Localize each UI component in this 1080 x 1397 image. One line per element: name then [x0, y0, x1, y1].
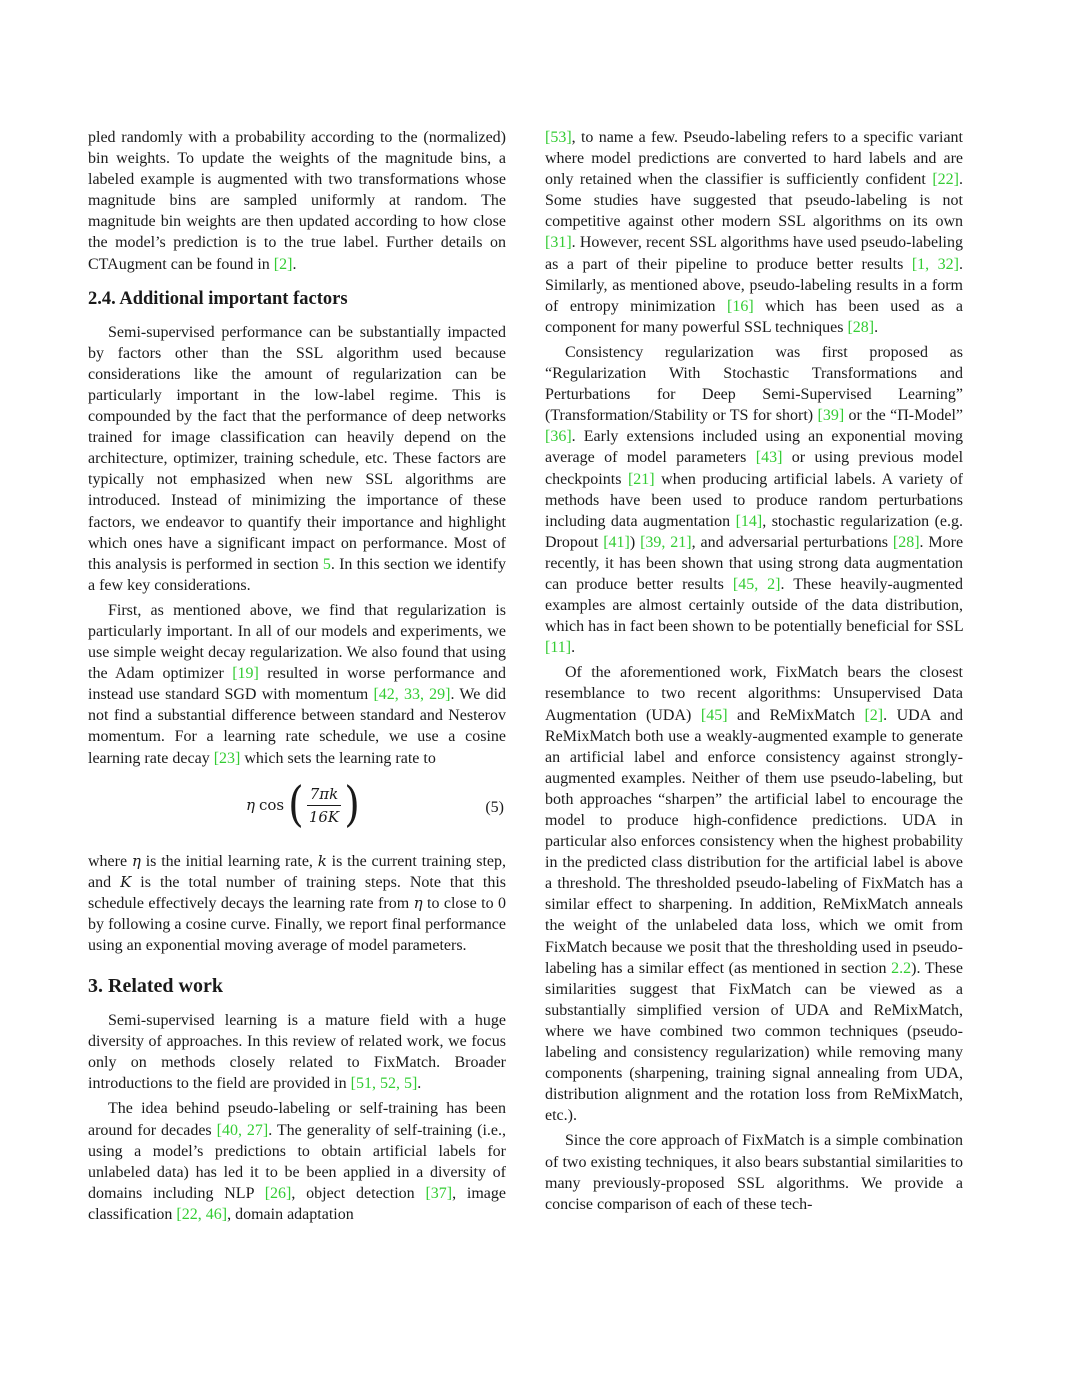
citation-link[interactable]: [31] — [545, 234, 572, 252]
citation-link[interactable]: [42, 33, 29] — [373, 686, 451, 704]
paragraph-factors-2: First, as mentioned above, we find that regularization is particularly important. In all of our models and experiments, we use simple weight decay regularization. We also found that using the Adam optimizer [19] resulted in worse performance and instead use standard SGD with momentum [42, 33, 29]. We did not find a substantial difference between standard and Nesterov momentum. For a learning rate schedule, we use a cosine learning rate decay [23] which sets the learning rate to — [88, 601, 507, 767]
math-K: K — [120, 872, 132, 891]
section-link[interactable]: 5 — [322, 555, 331, 573]
math-fraction — [307, 785, 342, 826]
citation-link[interactable]: [28] — [847, 318, 875, 336]
citation-link[interactable]: [1, 32] — [911, 255, 959, 273]
equation-number: (5) — [485, 798, 504, 816]
citation-link[interactable]: [16] — [727, 297, 754, 315]
paragraph-core-approach: Since the core approach of FixMatch is a simple combination of two existing techniques, it also bears substantial similarities to many previously-proposed SSL algorithms. We provide a concise comparison of each of these tech- — [545, 1132, 963, 1213]
citation-link[interactable]: [45, 2] — [732, 575, 781, 593]
paren-right: ) — [344, 777, 360, 833]
paragraph-related-2: The idea behind pseudo-labeling or self-training has been around for decades [40, 27]. The generality of self-training (i.e., using a model’s predictions to obtain artificial labels for unlabeled data) has led it to be been applied in a diversity of domains including NLP [26], object detection [37], image classification [22, 46], domain adaptation — [88, 1100, 507, 1223]
citation-link[interactable]: [19] — [232, 665, 259, 683]
paragraph-related-1: Semi-supervised learning is a mature field with a huge diversity of approaches. In this review of related work, we focus only on methods closely related to FixMatch. Broader introductions to the field are provided in [51, 52, 5]. — [88, 1012, 506, 1093]
citation-link[interactable]: [2] — [864, 706, 884, 724]
citation-link[interactable]: [37] — [425, 1184, 453, 1202]
fraction-numerator: 7πk — [307, 785, 342, 806]
citation-link[interactable]: [53] — [545, 129, 572, 146]
citation-link[interactable]: [40, 27] — [216, 1121, 269, 1139]
citation-link[interactable]: [43] — [755, 449, 783, 467]
math-eta: η — [131, 851, 141, 870]
citation-link[interactable]: [14] — [735, 512, 763, 530]
citation-link[interactable]: [22, 46] — [176, 1205, 228, 1223]
citation-link[interactable]: [26] — [264, 1184, 292, 1202]
paren-left: ( — [288, 777, 304, 833]
citation-link[interactable]: [39] — [817, 407, 845, 425]
citation-link[interactable]: [22] — [932, 171, 959, 189]
right-column — [545, 127, 963, 1215]
citation-link[interactable]: [39, 21] — [640, 533, 692, 551]
math-k: k — [317, 851, 327, 870]
citation-link[interactable]: [45] — [700, 706, 728, 724]
citation-link[interactable]: [11] — [545, 639, 572, 657]
equation-body — [246, 777, 360, 833]
paragraph-pseudo-labeling: [53], to name a few. Pseudo-labeling refers to a specific variant where model predictions are converted to hard labels and are only retained when the classifier is sufficiently confident [22]. Some studies have suggested that pseudo-labeling is not competitive against other modern SSL algorithms on its own [31]. However, recent SSL algorithms have used pseudo-labeling as a part of their pipeline to produce better results [1, 32]. Similarly, as mentioned above, pseudo-labeling results in a form of entropy minimization [16] which has been used as a component for many powerful SSL techniques [28]. — [545, 129, 963, 336]
section-link[interactable]: 2.2 — [891, 959, 912, 977]
citation-link[interactable]: [28] — [892, 533, 920, 551]
citation-link[interactable]: [23] — [213, 749, 241, 767]
citation-link[interactable]: [36] — [545, 428, 572, 446]
section-heading-2-4: 2.4. Additional important factors — [88, 288, 348, 309]
math-eta: η — [413, 893, 423, 912]
citation-link[interactable]: [41] — [603, 533, 630, 551]
paragraph-factors-1: Semi-supervised performance can be substantially impacted by factors other than the SSL algorithm used because considerations like the amount of regularization can be particularly important in the low-label regime. This is compounded by the fact that the performance of deep networks trained for image classification can heavily depend on the architecture, optimizer, training schedule, etc. These factors are typically not emphasized when new SSL algorithms are introduced. Instead of minimizing the importance of these factors, we endeavor to quantify their importance and highlight which ones have a significant impact on performance. Most of this analysis is performed in section 5. In this section we identify a few key considerations. — [88, 323, 507, 594]
citation-link[interactable]: [51, 52, 5] — [350, 1075, 418, 1093]
citation-link[interactable]: [21] — [627, 470, 655, 488]
paragraph-ctaugment: pled randomly with a probability according to the (normalized) bin weights. To update the weights of the magnitude bins, a labeled example is augmented with two transformations whose magnitude bins are sampled uniformly at random. The magnitude bin weights are then updated according to how close the model’s prediction is to the true label. Further details on CTAugment can be found in [2]. — [88, 129, 506, 273]
paragraph-factors-3: where η is the initial learning rate, k is the current training step, and K is the total number of training steps. Note that this schedule effectively decays the learning rate from η to close to 0 by following a cosine curve. Finally, we report final performance using an exponential moving average of model parameters. — [88, 851, 507, 954]
left-column — [88, 127, 506, 1225]
equation-5 — [88, 779, 506, 843]
paragraph-consistency: Consistency regularization was first proposed as “Regularization With Stochastic Transformations and Perturbations for Deep Semi-Supervised Learning” (Transformation/Stability or TS for short) [39] or the “Π-Model” [36]. Early extensions included using an exponential moving average of model parameters [43] or using previous model checkpoints [21] when producing artificial labels. A variety of methods have been used to produce random perturbations including data augmentation [14], stochastic regularization (e.g. Dropout [41]) [39, 21], and adversarial perturbations [28]. More recently, it has been shown that using strong data augmentation can produce better results [45, 2]. These heavily-augmented examples are almost certainly outside of the data distribution, which has in fact been shown to be potentially beneficial for SSL [11]. — [545, 343, 964, 657]
paragraph-comparison: Of the aforementioned work, FixMatch bears the closest resemblance to two recent algorithms: Unsupervised Data Augmentation (UDA) [45] and ReMixMatch [2]. UDA and ReMixMatch both use a weakly-augmented example to generate an artificial label and enforce consistency against strongly-augmented examples. Neither of them use pseudo-labeling, but both approaches “sharpen” the artificial label to encourage the model to produce high-confidence predictions. UDA in particular also enforces consistency when the highest probability in the predicted class distribution for the artificial label is above a threshold. The thresholded pseudo-labeling of FixMatch has a similar effect to sharpening. In addition, ReMixMatch anneals the weight of the unlabeled data loss, which we omit from FixMatch because we posit that the thresholding used in pseudo-labeling has a similar effect (as mentioned in section 2.2). These similarities suggest that FixMatch can be viewed as a substantially simplified version of UDA and ReMixMatch, where we have combined two common techniques (pseudo-labeling and consistency regularization) while removing many components (sharpening, training signal annealing from UDA, distribution alignment and the rotation loss from ReMixMatch, etc.). — [545, 664, 964, 1125]
math-cos: cos — [259, 796, 285, 815]
citation-link[interactable]: [2] — [273, 255, 293, 273]
fraction-denominator: 16K — [308, 807, 340, 826]
section-heading-3: 3. Related work — [88, 975, 223, 998]
math-eta: η — [246, 796, 255, 815]
